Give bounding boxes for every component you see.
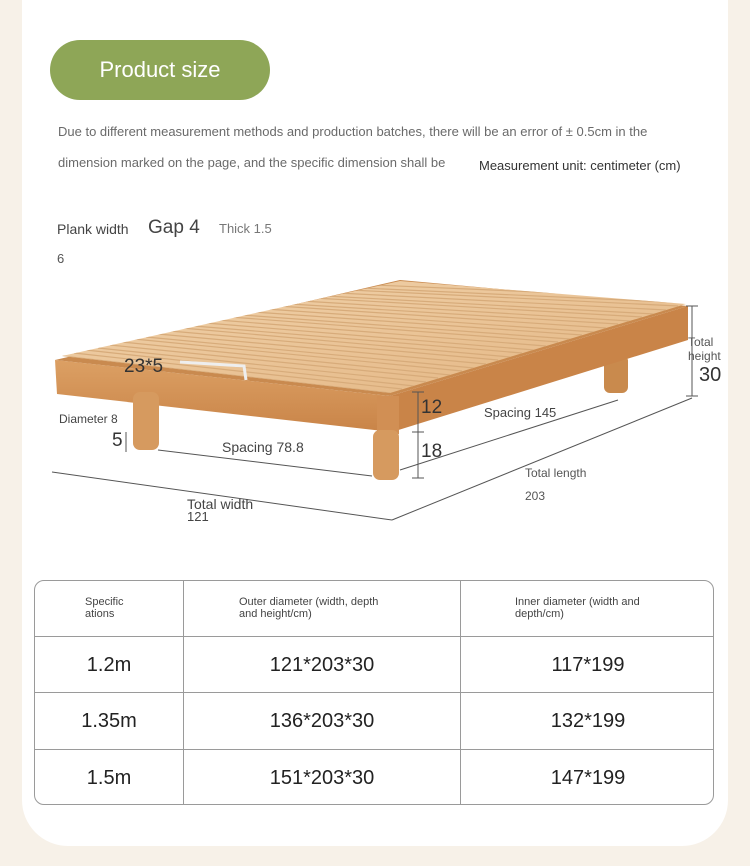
- spacing-short-label: Spacing 78.8: [222, 439, 304, 455]
- specifications-table: [34, 580, 714, 805]
- header-inner-diameter: [461, 581, 714, 636]
- tolerance-note-line-2: dimension marked on the page, and the specific dimension shall be: [58, 155, 446, 170]
- tolerance-note-line-1: Due to different measurement methods and production batches, there will be an error of ± 0.5cm in the: [58, 124, 648, 139]
- header-text: depth/cm): [515, 608, 564, 620]
- handle-size-label: 23*5: [124, 356, 164, 377]
- thickness-label: Thick 1.5: [219, 221, 272, 236]
- frame-height-label: 12: [421, 397, 443, 418]
- header-outer-diameter: [184, 581, 461, 636]
- inner-dimension-cell: 147*199: [550, 767, 626, 789]
- leg-front-right: [373, 430, 399, 480]
- table-row: [35, 636, 713, 693]
- inner-dimension-cell: 132*199: [550, 710, 626, 732]
- leg-front-left: [133, 392, 159, 450]
- bed-illustration: [0, 260, 750, 540]
- size-cell: 1.2m: [35, 637, 184, 693]
- header-text: Outer diameter (width, depth: [239, 596, 379, 608]
- section-title: Product size: [99, 57, 221, 82]
- total-height-label-1: Total: [688, 335, 714, 349]
- total-length-value: 203: [525, 489, 546, 503]
- outer-dimension-cell: 136*203*30: [184, 693, 461, 750]
- total-width-value: 121: [187, 509, 209, 524]
- header-text: and height/cm): [239, 608, 312, 620]
- leg-height-label: 18: [421, 441, 443, 462]
- size-cell: 1.35m: [35, 693, 184, 750]
- total-length-label: Total length: [525, 466, 587, 480]
- total-height-label-2: height: [688, 349, 721, 363]
- plank-width-label: Plank width: [57, 221, 129, 237]
- outer-dimension-cell: 121*203*30: [184, 637, 461, 693]
- total-height-value: 30: [699, 364, 722, 386]
- size-cell: 1.5m: [35, 750, 184, 805]
- outer-dimension-cell: 151*203*30: [184, 750, 461, 805]
- leg-gap-label: 5: [112, 430, 123, 451]
- section-title-badge: [50, 40, 270, 100]
- total-width-label: Total width: [187, 496, 254, 512]
- header-text: Inner diameter (width and: [515, 596, 640, 608]
- table-row: [35, 749, 713, 805]
- header-text: ations: [85, 608, 115, 620]
- plank-width-value: 6: [57, 251, 65, 266]
- measurement-unit: Measurement unit: centimeter (cm): [479, 158, 681, 173]
- table-row: [35, 692, 713, 750]
- header-text: Specific: [85, 596, 124, 608]
- header-specifications: [35, 581, 184, 636]
- inner-dimension-cell: 117*199: [551, 653, 625, 676]
- frame-corner-post: [377, 396, 399, 434]
- leg-diameter-label: Diameter 8: [59, 412, 118, 426]
- spacing-long-label: Spacing 145: [484, 405, 557, 420]
- gap-label: Gap 4: [148, 217, 200, 238]
- table-header-row: [35, 581, 713, 636]
